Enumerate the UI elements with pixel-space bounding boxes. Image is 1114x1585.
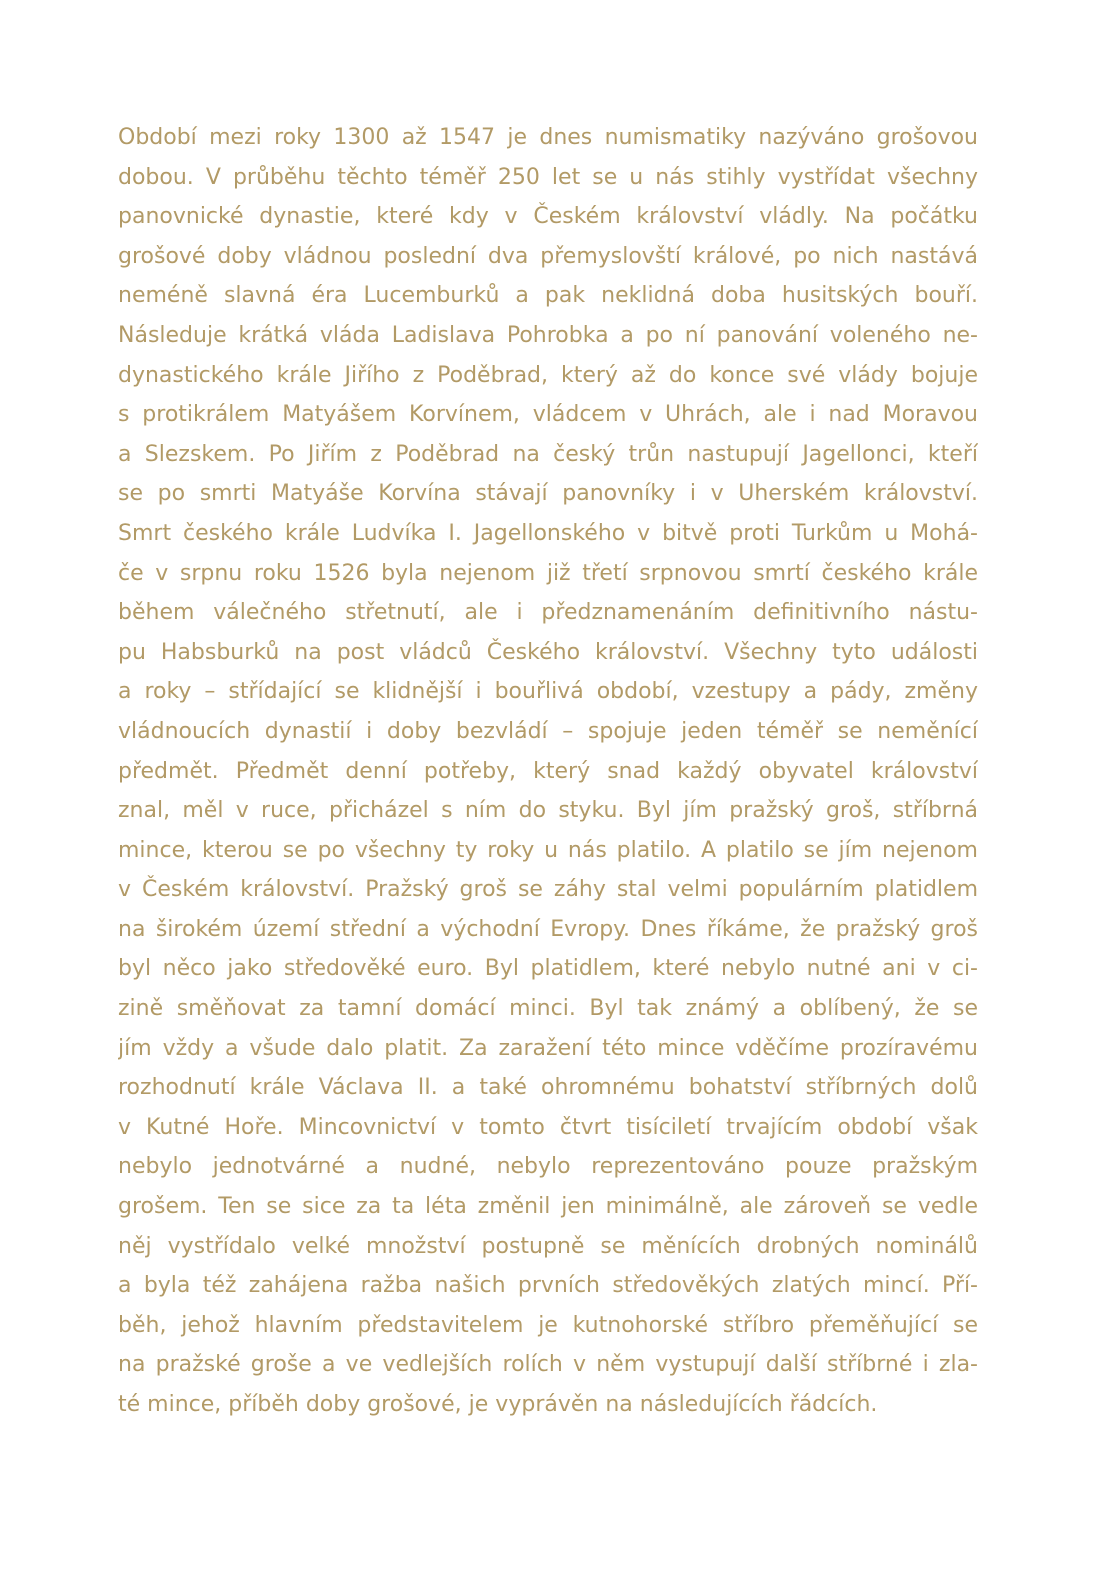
paragraph-line-15: a roky – střídající se klidnější i bouřlivá období, vzestupy a pády, změny xyxy=(118,679,978,705)
paragraph-line-32: na pražské groše a ve vedlejších rolích v něm vystupují další stříbrné i zla- xyxy=(118,1352,978,1378)
paragraph-line-24: jím vždy a všude dalo platit. Za zaražení této mince vděčíme prozíravému xyxy=(118,1035,978,1061)
paragraph-line-3: panovnické dynastie, které kdy v Českém království vládly. Na počátku xyxy=(118,204,978,230)
paragraph-line-9: a Slezskem. Po Jiřím z Poděbrad na český trůn nastupují Jagellonci, kteří xyxy=(118,441,978,467)
paragraph-line-21: na širokém území střední a východní Evropy. Dnes říkáme, že pražský groš xyxy=(118,916,978,942)
paragraph-line-27: nebylo jednotvárné a nudné, nebylo reprezentováno pouze pražským xyxy=(118,1154,978,1180)
paragraph-line-33: té mince, příběh doby grošové, je vyprávěn na následujících řádcích. xyxy=(118,1392,878,1417)
paragraph-line-16: vládnoucích dynastií i doby bezvládí – spojuje jeden téměř se neměnící xyxy=(118,718,978,744)
paragraph-line-7: dynastického krále Jiřího z Poděbrad, který až do konce své vlády bojuje xyxy=(118,362,978,388)
paragraph-line-20: v Českém království. Pražský groš se záhy stal velmi populárním platidlem xyxy=(118,877,978,903)
paragraph-line-8: s protikrálem Matyášem Korvínem, vládcem v Uhrách, ale i nad Moravou xyxy=(118,402,978,428)
paragraph-line-6: Následuje krátká vláda Ladislava Pohrobka a po ní panování voleného ne- xyxy=(118,322,978,348)
paragraph-line-31: běh, jehož hlavním představitelem je kutnohorské stříbro přeměňující se xyxy=(118,1312,978,1338)
paragraph-line-22: byl něco jako středověké euro. Byl platidlem, které nebylo nutné ani v ci- xyxy=(118,956,978,982)
paragraph-line-19: mince, kterou se po všechny ty roky u nás platilo. A platilo se jím nejenom xyxy=(118,837,978,863)
paragraph-line-23: zině směňovat za tamní domácí minci. Byl tak známý a oblíbený, že se xyxy=(118,996,978,1022)
paragraph-line-10: se po smrti Matyáše Korvína stávají panovníky i v Uherském království. xyxy=(118,481,978,507)
paragraph-line-1: Období mezi roky 1300 až 1547 je dnes numismatiky nazýváno grošovou xyxy=(118,125,978,150)
body-paragraph xyxy=(118,118,978,1425)
paragraph-line-17: předmět. Předmět denní potřeby, který snad každý obyvatel království xyxy=(118,758,978,784)
paragraph-line-2: dobou. V průběhu těchto téměř 250 let se u nás stihly vystřídat všechny xyxy=(118,164,978,190)
paragraph-line-4: grošové doby vládnou poslední dva přemyslovští králové, po nich nastává xyxy=(118,243,978,269)
paragraph-line-28: grošem. Ten se sice za ta léta změnil jen minimálně, ale zároveň se vedle xyxy=(118,1194,978,1220)
paragraph-line-29: něj vystřídalo velké množství postupně se měnících drobných nominálů xyxy=(118,1233,978,1259)
paragraph-line-25: rozhodnutí krále Václava II. a také ohromnému bohatství stříbrných dolů xyxy=(118,1075,978,1101)
paragraph-line-13: během válečného střetnutí, ale i předznamenáním definitivního nástu- xyxy=(118,600,978,626)
paragraph-line-12: če v srpnu roku 1526 byla nejenom již třetí srpnovou smrtí českého krále xyxy=(118,560,978,586)
paragraph-line-26: v Kutné Hoře. Mincovnictví v tomto čtvrt tisíciletí trvajícím období však xyxy=(118,1114,978,1140)
paragraph-line-11: Smrt českého krále Ludvíka I. Jagellonského v bitvě proti Turkům u Mohá- xyxy=(118,520,978,546)
paragraph-line-14: pu Habsburků na post vládců Českého království. Všechny tyto události xyxy=(118,639,978,665)
paragraph-line-18: znal, měl v ruce, přicházel s ním do styku. Byl jím pražský groš, stříbrná xyxy=(118,798,978,824)
paragraph-line-5: neméně slavná éra Lucemburků a pak neklidná doba husitských bouří. xyxy=(118,283,978,309)
paragraph-line-30: a byla též zahájena ražba našich prvních středověkých zlatých mincí. Pří- xyxy=(118,1273,978,1299)
